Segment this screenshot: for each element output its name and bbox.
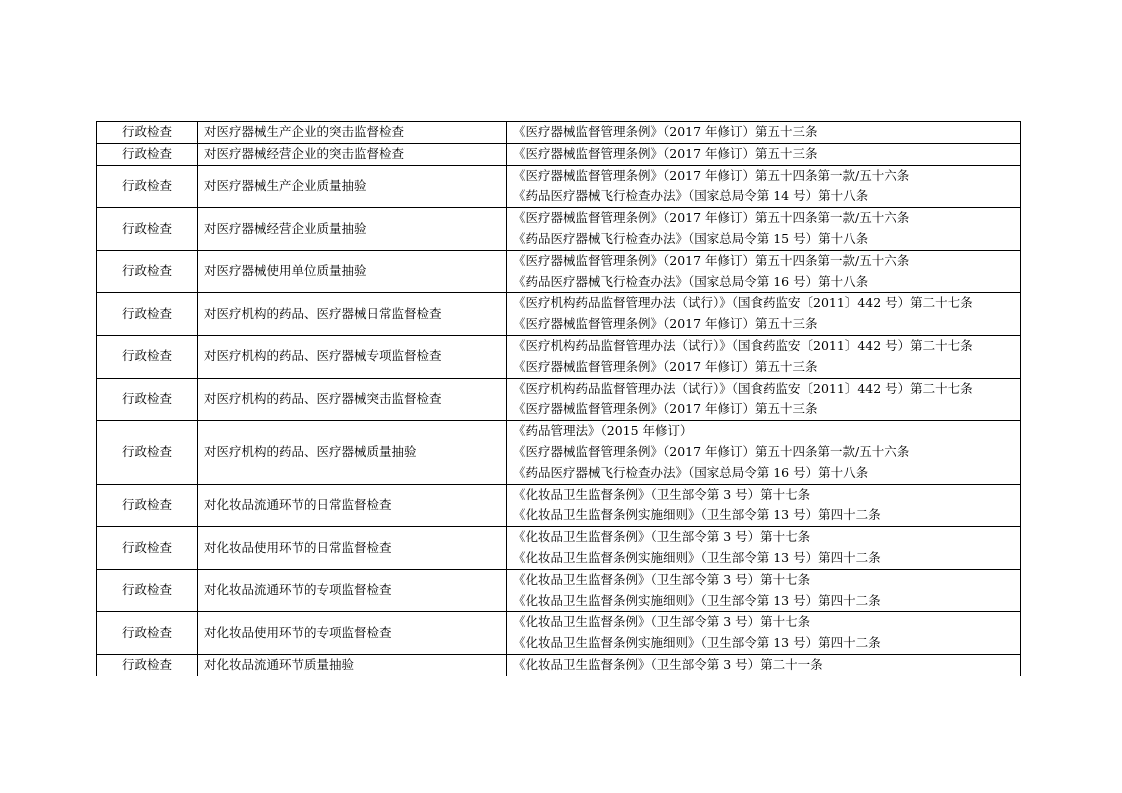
legal-basis-line: 《化妆品卫生监督条例实施细则》（卫生部令第 13 号）第四十二条	[513, 592, 881, 608]
inspection-item-cell: 对医疗机构的药品、医疗器械质量抽验	[198, 421, 507, 484]
category-cell: 行政检查	[97, 569, 198, 612]
legal-basis-line: 《医疗器械监督管理条例》（2017 年修订）第五十三条	[513, 124, 818, 139]
table-row	[97, 654, 1021, 675]
table-row	[97, 612, 1021, 655]
legal-basis-cell	[507, 612, 1021, 655]
legal-basis-line: 《化妆品卫生监督条例实施细则》（卫生部令第 13 号）第四十二条	[513, 507, 881, 523]
legal-basis-line: 《医疗器械监督管理条例》（2017 年修订）第五十三条	[513, 145, 818, 161]
category-cell: 行政检查	[97, 293, 198, 336]
legal-basis-line: 《医疗机构药品监督管理办法（试行）》（国食药监安〔2011〕442 号）第二十七条	[513, 337, 973, 353]
table-row	[97, 250, 1021, 293]
table-row	[97, 421, 1021, 484]
legal-basis-line: 《药品医疗器械飞行检查办法》（国家总局令第 16 号）第十八条	[513, 273, 869, 289]
legal-basis-line: 《医疗机构药品监督管理办法（试行）》（国食药监安〔2011〕442 号）第二十七条	[513, 295, 973, 311]
category-cell: 行政检查	[97, 484, 198, 527]
legal-basis-cell	[507, 165, 1021, 208]
legal-basis-line: 《医疗器械监督管理条例》（2017 年修订）第五十四条第一款/五十六条	[513, 252, 910, 268]
legal-basis-line: 《医疗器械监督管理条例》（2017 年修订）第五十三条	[513, 401, 818, 417]
category-cell: 行政检查	[97, 250, 198, 293]
legal-basis-line: 《化妆品卫生监督条例》（卫生部令第 3 号）第十七条	[513, 529, 811, 545]
category-cell: 行政检查	[97, 421, 198, 484]
category-cell: 行政检查	[97, 654, 198, 675]
legal-basis-line: 《化妆品卫生监督条例》（卫生部令第 3 号）第十七条	[513, 614, 811, 630]
table-row	[97, 335, 1021, 378]
category-cell: 行政检查	[97, 122, 198, 144]
legal-basis-line: 《医疗器械监督管理条例》（2017 年修订）第五十四条第一款/五十六条	[513, 167, 910, 183]
legal-basis-line: 《医疗机构药品监督管理办法（试行）》（国食药监安〔2011〕442 号）第二十七条	[513, 380, 973, 396]
inspection-table	[96, 121, 1021, 676]
inspection-item-cell: 对化妆品使用环节的日常监督检查	[198, 527, 507, 570]
legal-basis-cell	[507, 421, 1021, 484]
table-row	[97, 208, 1021, 251]
legal-basis-line: 《药品医疗器械飞行检查办法》（国家总局令第 16 号）第十八条	[513, 464, 869, 480]
inspection-item-cell: 对化妆品流通环节的日常监督检查	[198, 484, 507, 527]
legal-basis-line: 《药品医疗器械飞行检查办法》（国家总局令第 14 号）第十八条	[513, 188, 869, 204]
legal-basis-cell	[507, 527, 1021, 570]
inspection-item-cell: 对化妆品流通环节的专项监督检查	[198, 569, 507, 612]
table-row	[97, 569, 1021, 612]
category-cell: 行政检查	[97, 527, 198, 570]
legal-basis-cell	[507, 143, 1021, 165]
table-row	[97, 378, 1021, 421]
inspection-item-cell: 对医疗器械经营企业的突击监督检查	[198, 143, 507, 165]
table-row	[97, 527, 1021, 570]
inspection-item-cell: 对化妆品使用环节的专项监督检查	[198, 612, 507, 655]
legal-basis-cell	[507, 293, 1021, 336]
legal-basis-line: 《医疗器械监督管理条例》（2017 年修订）第五十三条	[513, 316, 818, 332]
table-row	[97, 122, 1021, 144]
category-cell: 行政检查	[97, 143, 198, 165]
legal-basis-line: 《化妆品卫生监督条例实施细则》（卫生部令第 13 号）第四十二条	[513, 549, 881, 565]
table-row	[97, 293, 1021, 336]
legal-basis-line: 《化妆品卫生监督条例》（卫生部令第 3 号）第二十一条	[513, 656, 823, 672]
table-row	[97, 484, 1021, 527]
inspection-item-cell: 对医疗机构的药品、医疗器械日常监督检查	[198, 293, 507, 336]
legal-basis-line: 《医疗器械监督管理条例》（2017 年修订）第五十三条	[513, 358, 818, 374]
legal-basis-line: 《医疗器械监督管理条例》（2017 年修订）第五十四条第一款/五十六条	[513, 210, 910, 226]
legal-basis-line: 《医疗器械监督管理条例》（2017 年修订）第五十四条第一款/五十六条	[513, 443, 910, 459]
legal-basis-line: 《药品管理法》（2015 年修订）	[513, 423, 693, 439]
category-cell: 行政检查	[97, 378, 198, 421]
category-cell: 行政检查	[97, 612, 198, 655]
legal-basis-cell	[507, 378, 1021, 421]
legal-basis-line: 《药品医疗器械飞行检查办法》（国家总局令第 15 号）第十八条	[513, 230, 869, 246]
legal-basis-cell	[507, 250, 1021, 293]
category-cell: 行政检查	[97, 208, 198, 251]
inspection-item-cell: 对医疗机构的药品、医疗器械突击监督检查	[198, 378, 507, 421]
legal-basis-cell	[507, 335, 1021, 378]
table-row	[97, 143, 1021, 165]
legal-basis-cell	[507, 654, 1021, 675]
legal-basis-line: 《化妆品卫生监督条例实施细则》（卫生部令第 13 号）第四十二条	[513, 635, 881, 651]
category-cell: 行政检查	[97, 165, 198, 208]
legal-basis-cell	[507, 208, 1021, 251]
inspection-item-cell: 对医疗器械生产企业质量抽验	[198, 165, 507, 208]
inspection-item-cell: 对医疗机构的药品、医疗器械专项监督检查	[198, 335, 507, 378]
table-row	[97, 165, 1021, 208]
legal-basis-cell	[507, 569, 1021, 612]
category-cell: 行政检查	[97, 335, 198, 378]
inspection-item-cell: 对医疗器械经营企业质量抽验	[198, 208, 507, 251]
table-body	[97, 122, 1021, 676]
inspection-item-cell: 对化妆品流通环节质量抽验	[198, 654, 507, 675]
inspection-item-cell: 对医疗器械生产企业的突击监督检查	[198, 122, 507, 144]
inspection-item-cell: 对医疗器械使用单位质量抽验	[198, 250, 507, 293]
legal-basis-line: 《化妆品卫生监督条例》（卫生部令第 3 号）第十七条	[513, 571, 811, 587]
legal-basis-line: 《化妆品卫生监督条例》（卫生部令第 3 号）第十七条	[513, 486, 811, 502]
legal-basis-cell	[507, 484, 1021, 527]
legal-basis-cell	[507, 122, 1021, 144]
